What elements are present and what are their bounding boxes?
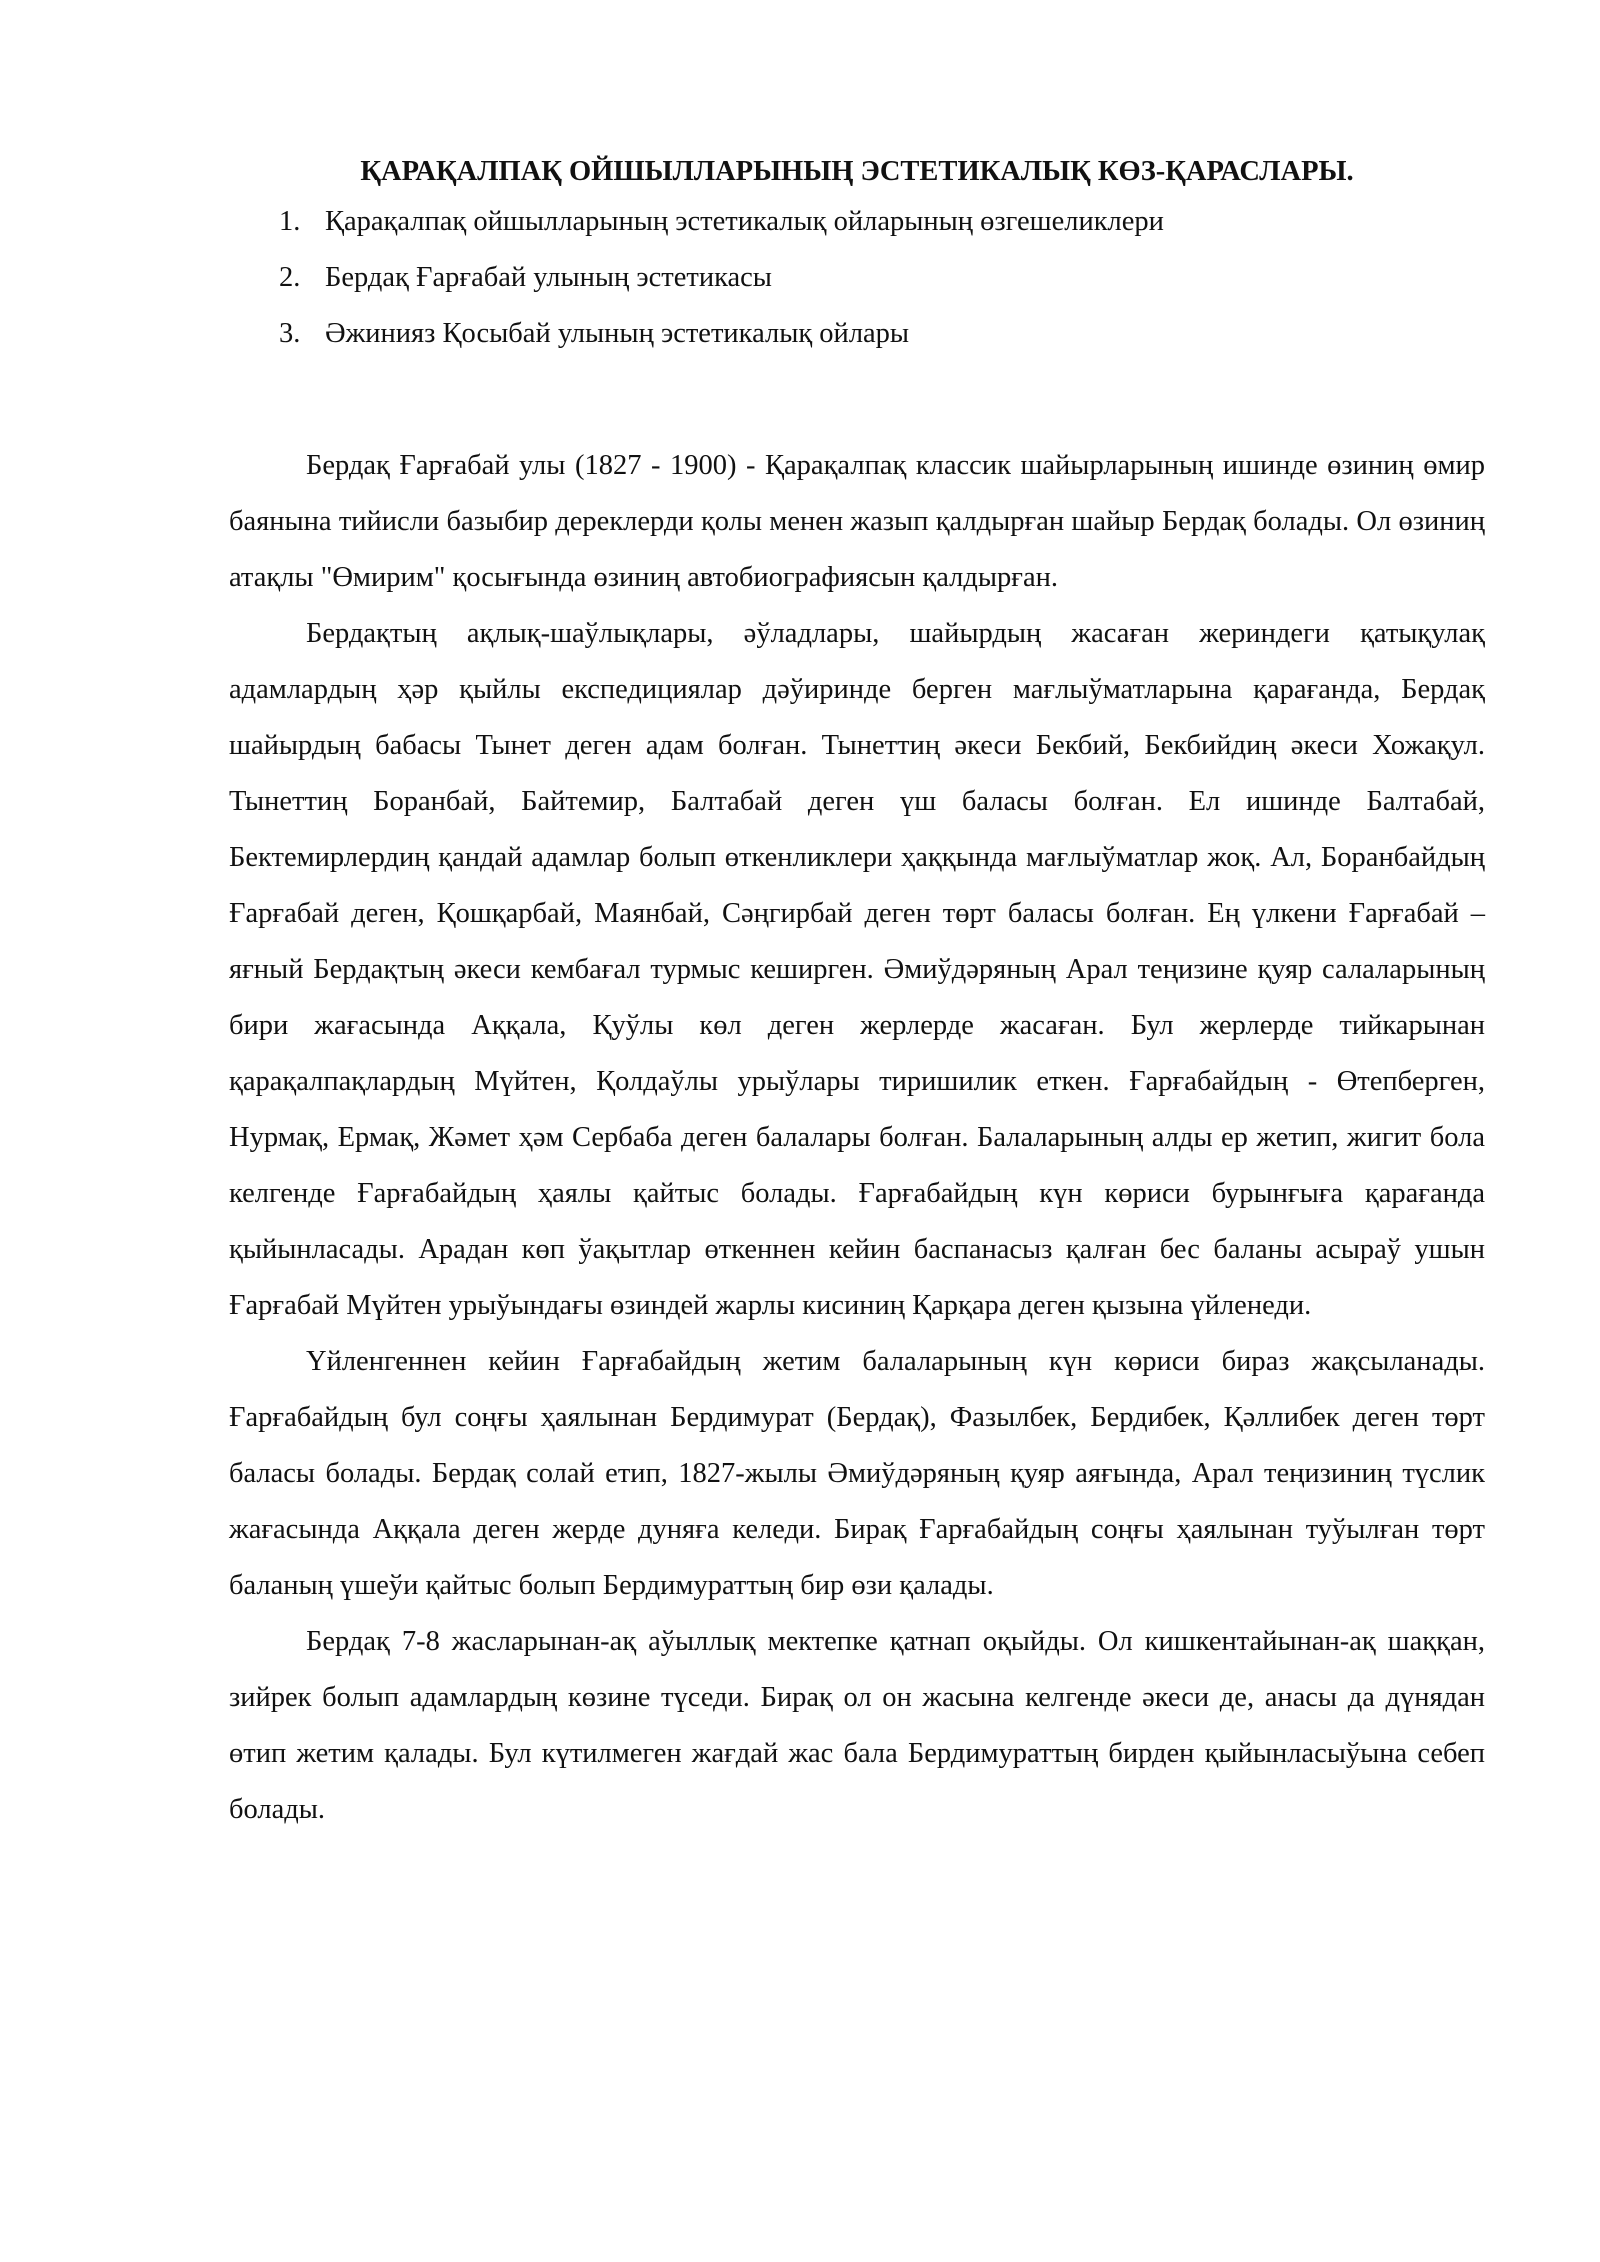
document-content — [229, 150, 1485, 1838]
outline-number: 2. — [279, 262, 301, 293]
outline-number: 1. — [279, 206, 301, 237]
outline-text: Қарақалпақ ойшылларының эстетикалық ойларының өзгешеликлери — [325, 206, 1164, 237]
paragraph: Үйленгеннен кейин Ғарғабайдың жетим балаларының күн көриси бираз жақсыланады. Ғарғабайдың бул соңғы ҳаялынан Бердимурат (Бердақ), Фазылбек, Бердибек, Қәллибек деген төрт баласы болады. Бердақ солай етип, 1827-жылы Әмиўдәряның қуяр аяғында, Арал теңизиниң түслик жағасында Аққала деген жерде дуняға келеди. Бирақ Ғарғабайдың соңғы ҳаялынан туўылған төрт баланың үшеўи қайтыс болып Бердимураттың бир өзи қалады. — [229, 1346, 1485, 1601]
outline-item — [229, 258, 1485, 314]
topic-outline — [229, 202, 1485, 370]
outline-item — [229, 202, 1485, 258]
paragraph: Бердақтың ақлық-шаўлықлары, әўладлары, шайырдың жасаған жериндеги қатықулақ адамлардың ҳәр қыйлы експедициялар дәўиринде берген мағлыўматларына қарағанда, Бердақ шайырдың бабасы Тынет деген адам болған. Тынеттиң әкеси Бекбий, Бекбийдиң әкеси Хожақул. Тынеттиң Боранбай, Байтемир, Балтабай деген үш баласы болған. Ел ишинде Балтабай, Бектемирлердиң қандай адамлар болып өткенликлери ҳаққында мағлыўматлар жоқ. Ал, Боранбайдың Ғарғабай деген, Қошқарбай, Маянбай, Сәңгирбай деген төрт баласы болған. Ең үлкени Ғарғабай – яғный Бердақтың әкеси кембағал турмыс кеширген. Әмиўдәряның Арал теңизине қуяр салаларының бири жағасында Аққала, Қуўлы көл деген жерлерде жасаған. Бул жерлерде тийкарынан қарақалпақлардың Мүйтен, Қолдаўлы урыўлары тиришилик еткен. Ғарғабайдың - Өтепберген, Нурмақ, Ермақ, Жәмет ҳәм Сербаба деген балалары болған. Балаларының алды ер жетип, жигит бола келгенде Ғарғабайдың ҳаялы қайтыс болады. Ғарғабайдың күн көриси бурынғыға қарағанда қыйынласады. Арадан көп ўақытлар өткеннен кейин баспанасыз қалған бес баланы асыраў ушын Ғарғабай Мүйтен урыўындағы өзиндей жарлы кисиниң Қарқара деген қызына үйленеди. — [229, 618, 1485, 1321]
outline-number: 3. — [279, 318, 301, 349]
outline-text: Бердақ Ғарғабай улының эстетикасы — [325, 262, 772, 293]
body-text — [229, 438, 1485, 1838]
document-title: ҚАРАҚАЛПАҚ ОЙШЫЛЛАРЫНЫҢ ЭСТЕТИКАЛЫҚ КӨЗ-ҚАРАСЛАРЫ. — [360, 156, 1354, 187]
paragraph: Бердақ 7-8 жасларынан-ақ аўыллық мектепке қатнап оқыйды. Ол кишкентайынан-ақ шаққан, зийрек болып адамлардың көзине түседи. Бирақ ол он жасына келгенде әкеси де, анасы да дүнядан өтип жетим қалады. Бул күтилмеген жағдай жас бала Бердимураттың бирден қыйынласыўына себеп болады. — [229, 1626, 1485, 1825]
paragraph: Бердақ Ғарғабай улы (1827 - 1900) - Қарақалпақ классик шайырларының ишинде өзиниң өмир баянына тийисли базыбир дереклерди қолы менен жазып қалдырған шайыр Бердақ болады. Ол өзиниң атақлы "Өмирим" қосығында өзиниң автобиографиясын қалдырған. — [229, 450, 1485, 593]
outline-item — [229, 314, 1485, 370]
outline-text: Әжинияз Қосыбай улының эстетикалық ойлары — [325, 318, 910, 349]
